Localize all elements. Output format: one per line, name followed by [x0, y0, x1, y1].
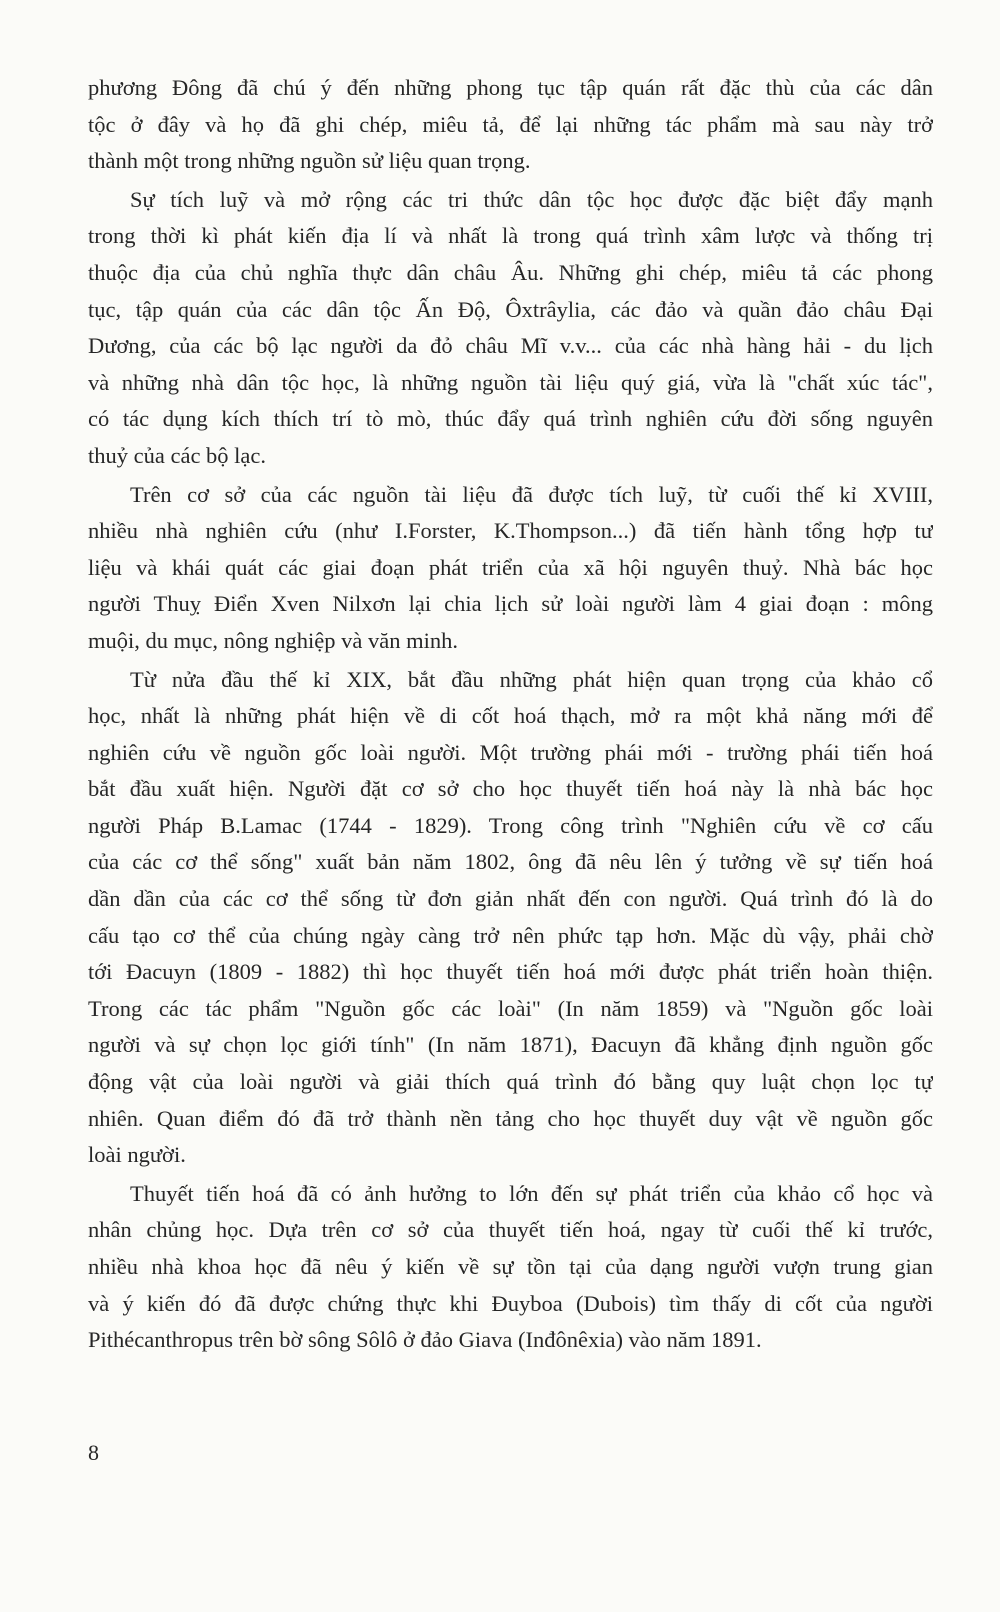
- text-line: và những nhà dân tộc học, là những nguồn tài liệu quý giá, vừa là "chất xúc tác",: [88, 369, 933, 395]
- text-line: Pithécanthropus trên bờ sông Sôlô ở đảo Giava (Inđônêxia) vào năm 1891.: [88, 1327, 762, 1353]
- text-line: thuỷ của các bộ lạc.: [88, 442, 267, 468]
- text-line: Trong các tác phẩm "Nguồn gốc các loài" (In năm 1859) và "Nguồn gốc loài: [88, 995, 933, 1021]
- text-line: nhiên. Quan điểm đó đã trở thành nền tảng cho học thuyết duy vật về nguồn gốc: [88, 1105, 933, 1131]
- text-line: người Thuỵ Điển Xven Nilxơn lại chia lịch sử loài người làm 4 giai đoạn : mông: [88, 591, 933, 617]
- text-line: nhiều nhà khoa học đã nêu ý kiến về sự tồn tại của dạng người vượn trung gian: [88, 1254, 933, 1279]
- text-line: Trên cơ sở của các nguồn tài liệu đã được tích luỹ, từ cuối thế kỉ XVIII,: [130, 481, 933, 507]
- text-line: nhân chủng học. Dựa trên cơ sở của thuyết tiến hoá, ngay từ cuối thế kỉ trước,: [88, 1217, 933, 1243]
- text-line: trong thời kì phát kiến địa lí và nhất là trong quá trình xâm lược và thống trị: [88, 223, 933, 249]
- text-line: động vật của loài người và giải thích quá trình đó bằng quy luật chọn lọc tự: [88, 1069, 933, 1095]
- text-line: cấu tạo cơ thể của chúng ngày càng trở nên phức tạp hơn. Mặc dù vậy, phải chờ: [88, 922, 933, 948]
- text-line: có tác dụng kích thích trí tò mò, thúc đẩy quá trình nghiên cứu đời sống nguyên: [88, 406, 933, 432]
- text-line: tới Đacuyn (1809 - 1882) thì học thuyết tiến hoá mới được phát triển hoàn thiện.: [88, 959, 933, 985]
- text-line: và ý kiến đó đã được chứng thực khi Đuyboa (Dubois) tìm thấy di cốt của người: [88, 1290, 933, 1316]
- text-line: thuộc địa của chủ nghĩa thực dân châu Âu. Những ghi chép, miêu tả các phong: [88, 259, 933, 285]
- text-line: Thuyết tiến hoá đã có ảnh hưởng to lớn đến sự phát triển của khảo cổ học và: [130, 1180, 933, 1206]
- page-body: [88, 70, 933, 1361]
- paragraph: [88, 477, 933, 660]
- text-line: tục, tập quán của các dân tộc Ấn Độ, Ôxtrâylia, các đảo và quần đảo châu Đại: [88, 296, 933, 322]
- text-line: loài người.: [88, 1142, 186, 1168]
- text-line: Dương, của các bộ lạc người da đỏ châu Mĩ v.v... của các nhà hàng hải - du lịch: [88, 333, 933, 359]
- page-number: 8: [88, 1440, 99, 1465]
- text-line: Sự tích luỹ và mở rộng các tri thức dân tộc học được đặc biệt đẩy mạnh: [130, 186, 933, 212]
- text-line: phương Đông đã chú ý đến những phong tục tập quán rất đặc thù của các dân: [88, 75, 933, 100]
- text-line: muội, du mục, nông nghiệp và văn minh.: [88, 627, 458, 653]
- text-line: liệu và khái quát các giai đoạn phát triển của xã hội nguyên thuỷ. Nhà bác học: [88, 554, 933, 580]
- paragraph: [88, 662, 933, 1174]
- text-line: nghiên cứu về nguồn gốc loài người. Một trường phái mới - trường phái tiến hoá: [88, 739, 933, 765]
- text-line: thành một trong những nguồn sử liệu quan trọng.: [88, 148, 531, 174]
- text-line: nhiều nhà nghiên cứu (như I.Forster, K.Thompson...) đã tiến hành tổng hợp tư: [88, 518, 933, 544]
- text-line: học, nhất là những phát hiện về di cốt hoá thạch, mở ra một khả năng mới để: [88, 703, 933, 729]
- text-line: người Pháp B.Lamac (1744 - 1829). Trong công trình "Nghiên cứu về cơ cấu: [88, 812, 933, 838]
- text-line: dần dần của các cơ thể sống từ đơn giản nhất đến con người. Quá trình đó là do: [88, 886, 933, 912]
- text-line: Từ nửa đầu thế kỉ XIX, bắt đầu những phát hiện quan trọng của khảo cổ: [130, 666, 933, 692]
- paragraph: [88, 182, 933, 475]
- text-line: tộc ở đây và họ đã ghi chép, miêu tả, để lại những tác phẩm mà sau này trở: [88, 111, 933, 137]
- text-line: của các cơ thể sống" xuất bản năm 1802, ông đã nêu lên ý tưởng về sự tiến hoá: [88, 849, 933, 875]
- paragraph: [88, 70, 933, 180]
- text-line: người và sự chọn lọc giới tính" (In năm 1871), Đacuyn đã khẳng định nguồn gốc: [88, 1032, 933, 1058]
- text-line: bắt đầu xuất hiện. Người đặt cơ sở cho học thuyết tiến hoá này là nhà bác học: [88, 776, 933, 802]
- paragraph: [88, 1176, 933, 1359]
